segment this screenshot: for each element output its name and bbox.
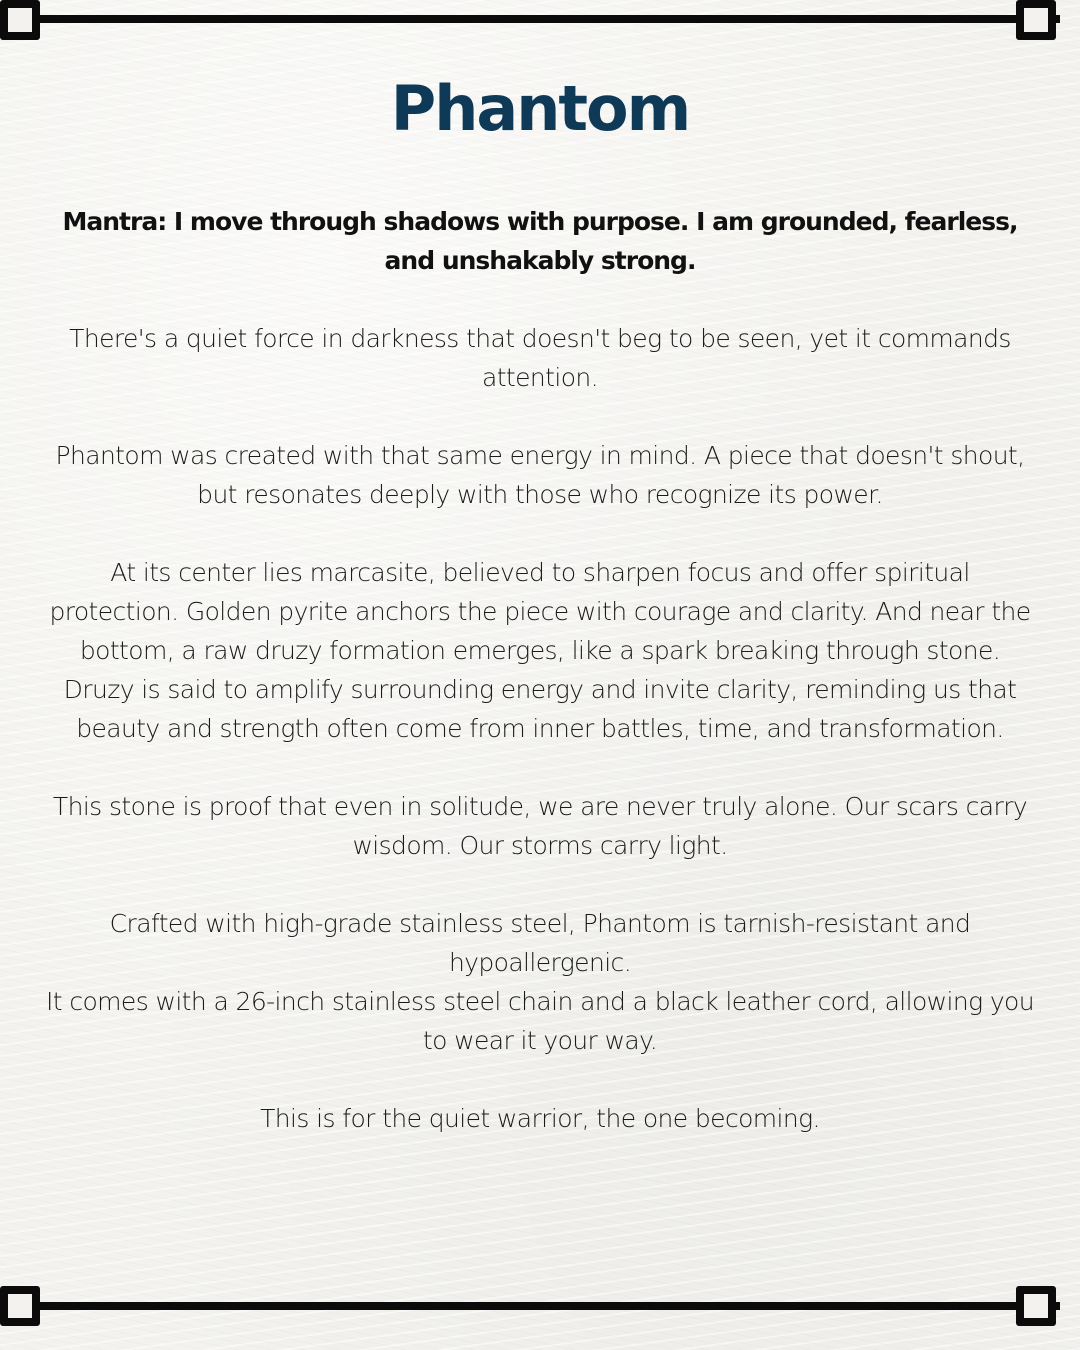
corner-square-bottom-right	[1016, 1286, 1056, 1326]
corner-square-bottom-left	[0, 1286, 40, 1326]
paragraph-materials: Crafted with high-grade stainless steel, Phantom is tarnish-resistant and hypoallergenic.	[109, 909, 971, 977]
corner-square-top-right	[1016, 0, 1056, 40]
bottom-border-line	[20, 1302, 1060, 1310]
paragraph-quiet-force: There's a quiet force in darkness that doesn't beg to be seen, yet it commands attention.	[69, 324, 1011, 392]
corner-square-top-left	[0, 0, 40, 40]
paragraph-chain: It comes with a 26-inch stainless steel chain and a black leather cord, allowing you to wear it your way.	[46, 987, 1034, 1055]
paragraph-phantom-energy: Phantom was created with that same energy in mind. A piece that doesn't shout, but resonates deeply with those who recognize its power.	[55, 441, 1025, 509]
paragraph-stones: At its center lies marcasite, believed to sharpen focus and offer spiritual protection. Golden pyrite anchors the piece with courage and clarity. And near the bottom, a raw druzy formation emerges, like a spark breaking through stone. Druzy is said to amplify surrounding energy and invite clarity, reminding us that beauty and strength often come from inner battles, time, and transformation.	[49, 558, 1031, 743]
paragraph-closing: This is for the quiet warrior, the one becoming.	[260, 1104, 820, 1133]
top-border-line	[20, 15, 1060, 23]
page-title: Phantom	[390, 72, 690, 145]
paragraph-solitude: This stone is proof that even in solitude, we are never truly alone. Our scars carry wisdom. Our storms carry light.	[52, 792, 1028, 860]
mantra-text: Mantra: I move through shadows with purpose. I am grounded, fearless, and unshakably strong.	[62, 207, 1018, 275]
description-body	[45, 202, 1035, 1177]
